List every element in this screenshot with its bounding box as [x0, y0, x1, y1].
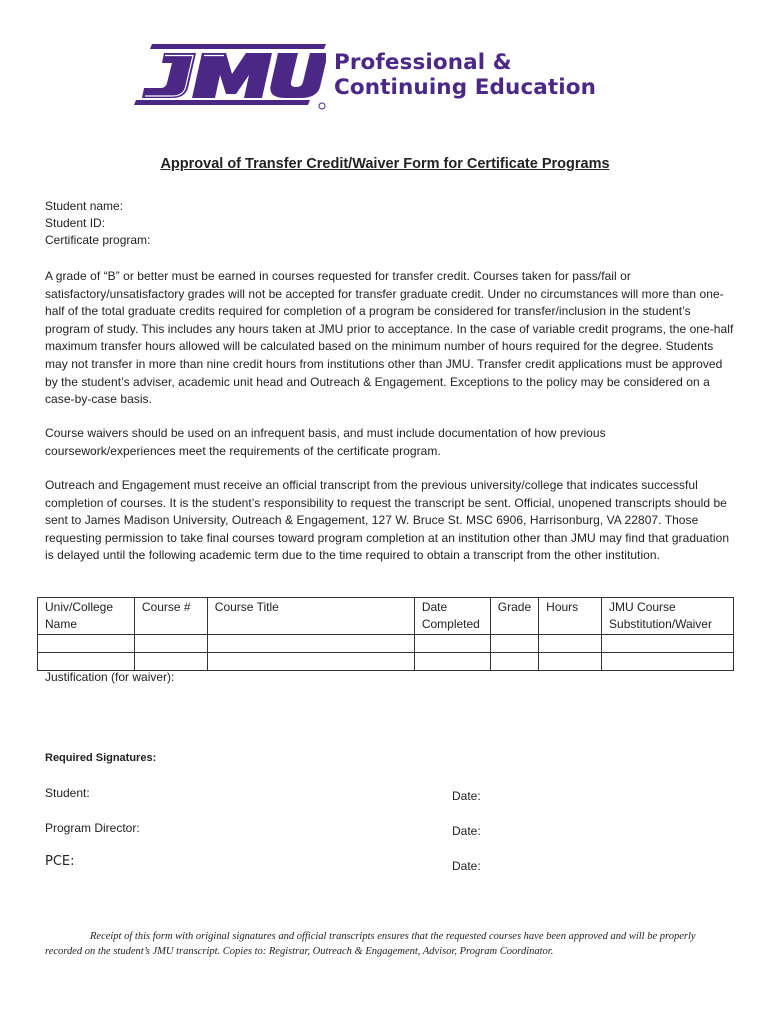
form-title: Approval of Transfer Credit/Waiver Form for Certificate Programs [160, 156, 610, 172]
table-cell[interactable] [602, 635, 734, 653]
table-cell[interactable] [207, 653, 414, 671]
table-header-row [38, 598, 734, 635]
policy-paragraph-waivers: Course waivers should be used on an infrequent basis, and must include documentation of how previous coursework/experiences meet the requirements of the certificate program. [45, 426, 606, 458]
pce-date-label: Date: [452, 859, 481, 873]
logo-wordmark [334, 50, 596, 100]
student-id-label: Student ID: [45, 216, 106, 230]
program-director-signature-label: Program Director: [45, 821, 140, 835]
footer-note: Receipt of this form with original signatures and official transcripts ensures that the requested courses have been approved and will be properly recorded on the student’s JMU transcript. Copies to: Registrar, Outreach & Engagement, Advisor, Program Coordinator. [45, 931, 696, 957]
table-cell[interactable] [134, 635, 207, 653]
col-header-course-number: Course # [134, 598, 207, 635]
table-cell[interactable] [490, 635, 538, 653]
table-cell[interactable] [414, 653, 490, 671]
student-name-label: Student name: [45, 199, 124, 213]
col-header-univ-college: Univ/College Name [38, 598, 135, 635]
col-header-grade: Grade [490, 598, 538, 635]
policy-paragraph-transcripts: Outreach and Engagement must receive an official transcript from the previous university/college that indicates successful completion of courses. It is the student’s responsibility to request the transcript be sent. Official, unopened transcripts should be sent to James Madison University, Outreach & Engagement, 127 W. Bruce St. MSC 6906, Harrisonburg, VA 22807. Those requesting permission to take final courses toward program completion at an institution other than JMU may find that graduation is delayed until the following academic term due to the time required to obtain a transcript from the other institution. [45, 478, 730, 563]
table-cell[interactable] [414, 635, 490, 653]
table-cell[interactable] [602, 653, 734, 671]
table-cell[interactable] [38, 653, 135, 671]
table-cell[interactable] [134, 653, 207, 671]
col-header-date-completed: Date Completed [414, 598, 490, 635]
certificate-program-label: Certificate program: [45, 233, 151, 247]
col-header-hours: Hours [539, 598, 602, 635]
table-row [38, 653, 734, 671]
logo-line-2: Continuing Education [334, 75, 597, 100]
program-director-date-label: Date: [452, 824, 481, 838]
col-header-course-title: Course Title [207, 598, 414, 635]
policy-paragraph-grades: A grade of “B” or better must be earned in courses requested for transfer credit. Courses taken for pass/fail or satisfactory/unsatisfactory grades will not be accepted for transfer graduate credit. Under no circumstances will more than one-half of the total graduate credits required for completion of a program be considered for transfer/inclusion in the student’s program of study. This includes any hours taken at JMU prior to acceptance. In the case of variable credit programs, the one-half maximum transfer hours allowed will be calculated based on the minimum number of hours required for the degree. Students may not transfer in more than nine credit hours from institutions other than JMU. Transfer credit applications must be approved by the student’s adviser, academic unit head and Outreach & Engagement. Exceptions to the policy may be considered on a case-by-case basis. [45, 269, 734, 407]
table-cell[interactable] [539, 653, 602, 671]
jmu-pce-logo [130, 40, 640, 112]
table-cell[interactable] [539, 635, 602, 653]
pce-signature-label: PCE: [45, 854, 75, 869]
student-fields [45, 198, 150, 249]
course-table [37, 597, 734, 671]
student-date-label: Date: [452, 789, 481, 803]
logo-line-1: Professional & [334, 50, 512, 75]
required-signatures-heading: Required Signatures: [45, 752, 157, 764]
table-row [38, 635, 734, 653]
col-header-jmu-substitution: JMU Course Substitution/Waiver [602, 598, 734, 635]
student-signature-label: Student: [45, 786, 90, 800]
table-cell[interactable] [38, 635, 135, 653]
table-cell[interactable] [207, 635, 414, 653]
jmu-logo-icon [130, 40, 326, 112]
table-cell[interactable] [490, 653, 538, 671]
justification-label: Justification (for waiver): [45, 670, 175, 684]
